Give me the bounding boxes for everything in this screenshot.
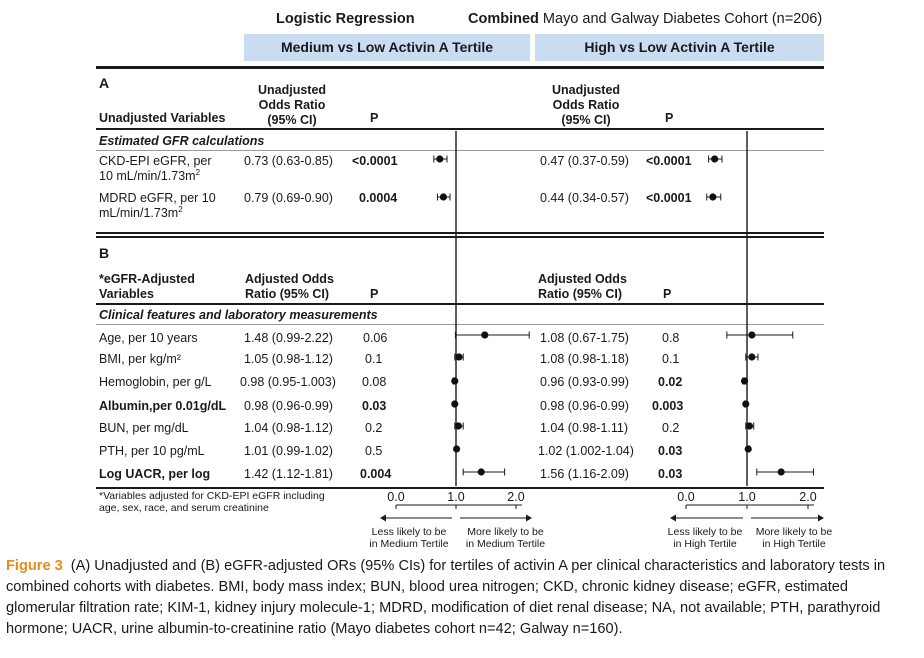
- left-more-label: [458, 526, 553, 550]
- b-row-hgb-med-or: 0.98 (0.95-1.003): [240, 375, 336, 389]
- left-less-label: [364, 526, 454, 550]
- b-high-or-h1: Adjusted Odds: [538, 272, 627, 286]
- b-var-header-2: Variables: [99, 287, 154, 301]
- point-medium-albumin: [451, 400, 458, 407]
- footnote-line-2: age, sex, race, and serum creatinine: [99, 502, 269, 514]
- caption-label: Figure 3: [6, 558, 63, 574]
- b-row-bun-high-p: 0.2: [662, 421, 680, 435]
- left-less-1: Less likely to be: [371, 526, 447, 538]
- right-less-2: in High Tertile: [673, 538, 737, 550]
- a-med-or-h3: (95% CI): [267, 113, 317, 127]
- right-less-1: Less likely to be: [667, 526, 743, 538]
- point-medium-log-uacr: [478, 468, 485, 475]
- point-high-hemoglobin: [741, 377, 748, 384]
- point-medium-bun: [455, 422, 462, 429]
- b-subheading: Clinical features and laboratory measurements: [99, 308, 378, 322]
- a-high-p-header: P: [665, 111, 674, 125]
- left-more-1: More likely to be: [467, 526, 544, 538]
- a-high-or-h1: Unadjusted: [551, 83, 621, 97]
- b-row-bmi-high-p: 0.1: [662, 352, 680, 366]
- b-med-or-h2: Ratio (95% CI): [245, 287, 330, 301]
- figure-caption: [6, 556, 918, 640]
- arrow-more-head-medium: [526, 515, 532, 522]
- b-row-age-high-or: 1.08 (0.67-1.75): [540, 331, 629, 345]
- caption-text: (A) Unadjusted and (B) eGFR-adjusted ORs (95% CIs) for tertiles of activin A per clinical characteristics and laboratory tests in combined cohorts with diabetes. BMI, body mass index; BUN, blood urea nitrogen; CKD, chronic kidney disease; eGFR, estimated glomerular filtration rate; KIM-1, kidney injury molecule-1; MDRD, modification of diet renal disease; NA, not available; PTH, parathyroid hormone; UACR, urine albumin-to-creatinine ratio (Mayo diabetes cohort n=42; Galway n=160).: [6, 558, 886, 637]
- b-row-bmi-med-or: 1.05 (0.98-1.12): [244, 352, 333, 366]
- point-high-age: [748, 331, 755, 338]
- b-row-albumin-med-p: 0.03: [362, 399, 387, 413]
- arrow-less-head-high: [670, 515, 676, 522]
- b-row-uacr-var: Log UACR, per log: [99, 467, 211, 481]
- a-row-mdrd-var-2a: mL/min/1.73m: [99, 206, 179, 220]
- arrow-more-head-high: [818, 515, 824, 522]
- b-row-uacr-high-p: 0.03: [658, 467, 683, 481]
- right-more-1: More likely to be: [755, 526, 833, 538]
- b-med-or-h1: Adjusted Odds: [245, 272, 334, 286]
- b-row-bun-med-p: 0.2: [365, 421, 383, 435]
- a-row-ckd-high-or: 0.47 (0.37-0.59): [540, 154, 629, 168]
- x-tick-label-medium-1: 1.0: [447, 490, 465, 504]
- b-row-hgb-high-p: 0.02: [658, 375, 683, 389]
- arrow-less-head-medium: [380, 515, 386, 522]
- a-med-or-h1: Unadjusted: [257, 83, 327, 97]
- left-less-2: in Medium Tertile: [369, 538, 449, 550]
- cohort-title-rest: Mayo and Galway Diabetes Cohort (n=206): [542, 11, 823, 27]
- b-row-hgb-med-p: 0.08: [362, 375, 387, 389]
- cohort-title-bold: Combined: [468, 11, 539, 27]
- a-subheading: Estimated GFR calculations: [99, 134, 265, 148]
- b-high-p-header: P: [663, 287, 672, 301]
- a-row-ckd-var-2a: 10 mL/min/1.73m: [99, 169, 196, 183]
- x-tick-label-medium-0: 0.0: [387, 490, 405, 504]
- point-medium-pth: [453, 445, 460, 452]
- right-more-label: [750, 526, 838, 550]
- right-more-2: in High Tertile: [762, 538, 826, 550]
- a-row-ckd-med-or: 0.73 (0.63-0.85): [244, 154, 333, 168]
- x-tick-label-high-0: 0.0: [677, 490, 695, 504]
- a-row-mdrd-var-1: MDRD eGFR, per 10: [99, 191, 216, 205]
- point-medium-hemoglobin: [451, 377, 458, 384]
- a-high-or-h3: (95% CI): [561, 113, 611, 127]
- point-medium-mdrd-egfr: [440, 193, 447, 200]
- a-row-mdrd-var-sup: 2: [178, 204, 183, 214]
- b-high-or-h2: Ratio (95% CI): [538, 287, 623, 301]
- point-medium-age: [481, 331, 488, 338]
- b-row-bun-var: BUN, per mg/dL: [99, 421, 189, 435]
- b-row-pth-med-or: 1.01 (0.99-1.02): [244, 444, 333, 458]
- b-row-age-high-p: 0.8: [662, 331, 680, 345]
- a-row-mdrd-med-p: 0.0004: [359, 191, 398, 205]
- b-row-bmi-high-or: 1.08 (0.98-1.18): [540, 352, 629, 366]
- b-med-p-header: P: [370, 287, 379, 301]
- point-high-albumin: [742, 400, 749, 407]
- section-a-label: A: [99, 75, 110, 91]
- x-tick-label-medium-2: 2.0: [507, 490, 525, 504]
- b-row-hgb-high-or: 0.96 (0.93-0.99): [540, 375, 629, 389]
- b-row-pth-high-or: 1.02 (1.002-1.04): [538, 444, 634, 458]
- point-medium-ckd-epi-egfr: [436, 155, 443, 162]
- point-high-mdrd-egfr: [709, 193, 716, 200]
- point-high-ckd-epi-egfr: [711, 155, 718, 162]
- b-row-albumin-med-or: 0.98 (0.96-0.99): [244, 399, 333, 413]
- b-var-header-1: *eGFR-Adjusted: [99, 272, 195, 286]
- a-row-mdrd-high-or: 0.44 (0.34-0.57): [540, 191, 629, 205]
- a-row-ckd-high-p: <0.0001: [646, 154, 692, 168]
- b-row-hgb-var: Hemoglobin, per g/L: [99, 375, 212, 389]
- b-row-uacr-high-or: 1.56 (1.16-2.09): [540, 467, 629, 481]
- a-med-or-h2: Odds Ratio: [258, 98, 326, 112]
- b-row-albumin-high-or: 0.98 (0.96-0.99): [540, 399, 629, 413]
- b-row-pth-med-p: 0.5: [365, 444, 383, 458]
- b-row-uacr-med-p: 0.004: [360, 467, 392, 481]
- footnote-line-1: *Variables adjusted for CKD-EPI eGFR including: [99, 490, 325, 502]
- a-var-header: Unadjusted Variables: [99, 111, 226, 125]
- left-more-2: in Medium Tertile: [465, 538, 546, 550]
- point-high-bun: [746, 422, 753, 429]
- a-row-ckd-var-1: CKD-EPI eGFR, per: [99, 154, 212, 168]
- method-title: Logistic Regression: [276, 11, 415, 27]
- a-high-or-h2: Odds Ratio: [552, 98, 620, 112]
- a-row-ckd-med-p: <0.0001: [352, 154, 398, 168]
- a-row-mdrd-high-p: <0.0001: [646, 191, 692, 205]
- a-row-mdrd-med-or: 0.79 (0.69-0.90): [244, 191, 333, 205]
- a-med-p-header: P: [370, 111, 379, 125]
- b-row-bun-high-or: 1.04 (0.98-1.11): [540, 421, 629, 435]
- right-less-label: [664, 526, 746, 550]
- b-row-uacr-med-or: 1.42 (1.12-1.81): [244, 467, 333, 481]
- band-high-vs-low: High vs Low Activin A Tertile: [535, 34, 824, 61]
- b-row-albumin-high-p: 0.003: [652, 399, 684, 413]
- a-row-ckd-var-sup: 2: [195, 167, 201, 177]
- point-medium-bmi: [455, 353, 462, 360]
- x-tick-label-high-2: 2.0: [799, 490, 817, 504]
- point-high-bmi: [748, 353, 755, 360]
- section-b-label: B: [99, 245, 110, 261]
- b-row-age-var: Age, per 10 years: [99, 331, 198, 345]
- b-row-albumin-var: Albumin,per 0.01g/dL: [99, 399, 227, 413]
- point-high-log-uacr: [778, 468, 785, 475]
- b-row-bmi-med-p: 0.1: [365, 352, 383, 366]
- band-medium-vs-low: Medium vs Low Activin A Tertile: [244, 34, 530, 61]
- point-high-pth: [745, 445, 752, 452]
- x-tick-label-high-1: 1.0: [738, 490, 756, 504]
- b-row-bmi-var: BMI, per kg/m²: [99, 352, 181, 366]
- b-row-bun-med-or: 1.04 (0.98-1.12): [244, 421, 333, 435]
- b-row-pth-var: PTH, per 10 pg/mL: [99, 444, 205, 458]
- b-row-age-med-or: 1.48 (0.99-2.22): [244, 331, 333, 345]
- b-row-age-med-p: 0.06: [363, 331, 388, 345]
- b-row-pth-high-p: 0.03: [658, 444, 683, 458]
